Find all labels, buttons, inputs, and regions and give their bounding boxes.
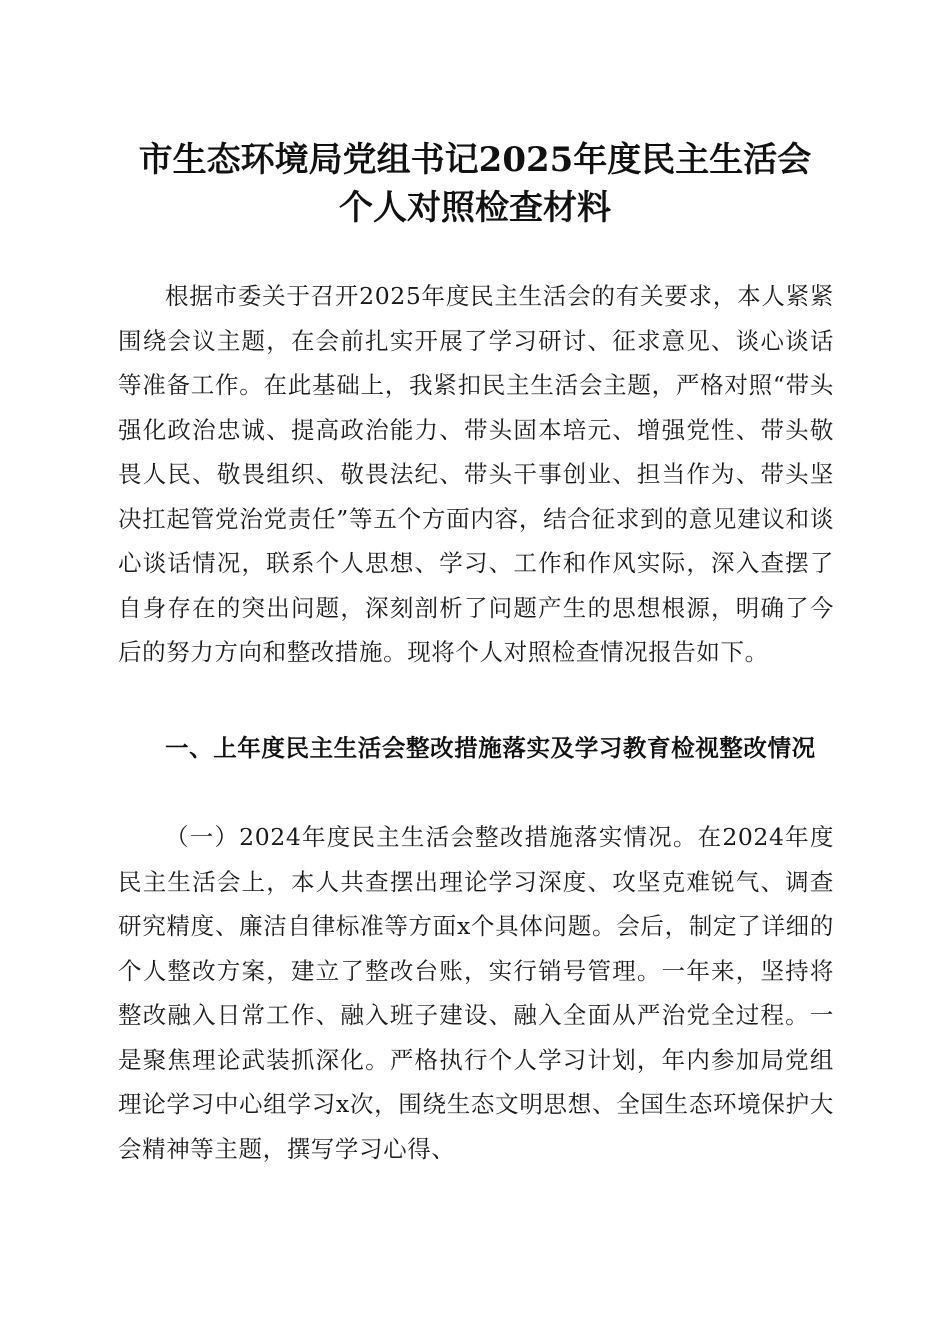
- intro-paragraph: 根据市委关于召开2025年度民主生活会的有关要求，本人紧紧围绕会议主题，在会前扎实开展了学习研讨、征求意见、谈心谈话等准备工作。在此基础上，我紧扣民主生活会主题，严格对照“带头强化政治忠诚、提高政治能力、带头固本培元、增强党性、带头敬畏人民、敬畏组织、敬畏法纪、带头干事创业、担当作为、带头坚决扛起管党治党责任”等五个方面内容，结合征求到的意见建议和谈心谈话情况，联系个人思想、学习、工作和作风实际，深入查摆了自身存在的突出问题，深刻剖析了问题产生的思想根源，明确了今后的努力方向和整改措施。现将个人对照检查情况报告如下。: [118, 282, 834, 666]
- title-line-1: 市生态环境局党组书记2025年度民主生活会: [138, 140, 812, 180]
- title-line-2: 个人对照检查材料: [339, 188, 611, 228]
- document-title: [118, 136, 832, 232]
- section-1-paragraph-1: （一）2024年度民主生活会整改措施落实情况。在2024年度民主生活会上，本人共查摆出理论学习深度、攻坚克难锐气、调查研究精度、廉洁自律标准等方面x个具体问题。会后，制定了详细的个人整改方案，建立了整改台账，实行销号管理。一年来，坚持将整改融入日常工作、融入班子建设、融入全面从严治党全过程。一是聚焦理论武装抓深化。严格执行个人学习计划，年内参加局党组理论学习中心组学习x次，围绕生态文明思想、全国生态环境保护大会精神等主题，撰写学习心得、: [118, 823, 834, 1163]
- section-heading-1: 一、上年度民主生活会整改措施落实及学习教育检视整改情况: [165, 734, 816, 762]
